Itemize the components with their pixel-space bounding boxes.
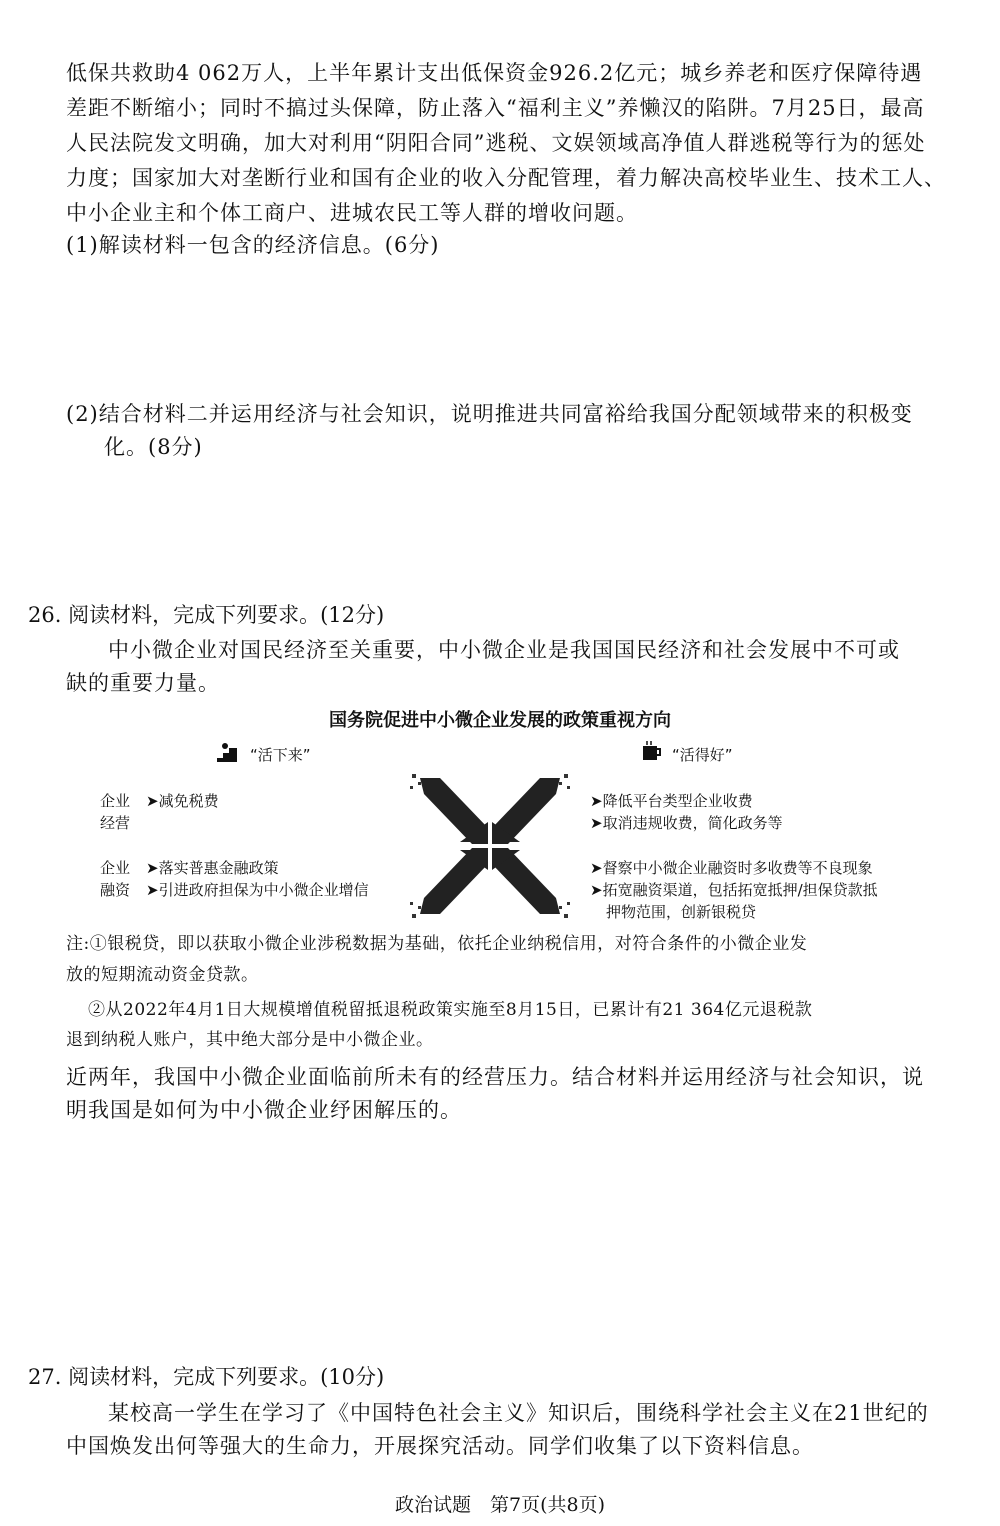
question-25-1: (1)解读材料一包含的经济信息。(6分) xyxy=(66,233,440,257)
cup-icon xyxy=(640,740,664,764)
right-item-continued: 押物范围，创新银税贷 xyxy=(606,903,757,921)
right-header: “活得好” xyxy=(672,746,733,764)
question-25-2-line2: 化。(8分) xyxy=(104,435,203,459)
question-27-title: 27. 阅读材料，完成下列要求。(10分) xyxy=(28,1365,385,1389)
note-line: 退到纳税人账户，其中绝大部分是中小微企业。 xyxy=(66,1030,434,1050)
left-category-finance: 企业融资 xyxy=(100,859,131,899)
right-item: ➤督察中小微企业融资时多收费等不良现象 xyxy=(590,859,873,877)
left-category-business: 企业经营 xyxy=(100,792,131,832)
q26-question-line2: 明我国是如何为中小微企业纾困解压的。 xyxy=(66,1098,462,1122)
note-line: ②从2022年4月1日大规模增值税留抵退税政策实施至8月15日，已累计有21 364亿元退税款 xyxy=(88,1000,813,1020)
q27-paragraph-line1: 某校高一学生在学习了《中国特色社会主义》知识后，围绕科学社会主义在21世纪的 xyxy=(108,1401,929,1425)
right-item: ➤降低平台类型企业收费 xyxy=(590,792,753,810)
question-25-2-line1: (2)结合材料二并运用经济与社会知识，说明推进共同富裕给我国分配领域带来的积极变 xyxy=(66,402,913,426)
left-item: ➤落实普惠金融政策 xyxy=(146,859,279,877)
note-line: 放的短期流动资金贷款。 xyxy=(66,965,259,985)
converging-arrows-graphic xyxy=(410,772,570,920)
intro-line: 力度；国家加大对垄断行业和国有企业的收入分配管理，着力解决高校毕业生、技术工人、 xyxy=(66,166,946,190)
q26-question-line1: 近两年，我国中小微企业面临前所未有的经营压力。结合材料并运用经济与社会知识，说 xyxy=(66,1065,924,1089)
stairs-icon xyxy=(215,742,239,764)
intro-line: 人民法院发文明确，加大对利用“阴阳合同”逃税、文娱领域高净值人群逃税等行为的惩处 xyxy=(66,131,926,155)
intro-line: 差距不断缩小；同时不搞过头保障，防止落入“福利主义”养懒汉的陷阱。7月25日，最高 xyxy=(66,96,925,120)
right-item: ➤拓宽融资渠道，包括拓宽抵押/担保贷款抵 xyxy=(590,881,878,899)
right-item: ➤取消违规收费，简化政务等 xyxy=(590,814,783,832)
page-footer: 政治试题 第7页(共8页) xyxy=(394,1494,605,1516)
intro-line: 低保共救助4 062万人，上半年累计支出低保资金926.2亿元；城乡养老和医疗保障待遇 xyxy=(66,61,923,85)
intro-line: 中小企业主和个体工商户、进城农民工等人群的增收问题。 xyxy=(66,201,638,225)
q27-paragraph-line2: 中国焕发出何等强大的生命力，开展探究活动。同学们收集了以下资料信息。 xyxy=(66,1434,814,1458)
figure-title: 国务院促进中小微企业发展的政策重视方向 xyxy=(329,710,671,731)
q26-paragraph-line1: 中小微企业对国民经济至关重要，中小微企业是我国国民经济和社会发展中不可或 xyxy=(108,638,900,662)
left-header: “活下来” xyxy=(250,746,311,764)
left-item: ➤引进政府担保为中小微企业增信 xyxy=(146,881,369,899)
question-26-title: 26. 阅读材料，完成下列要求。(12分) xyxy=(28,603,385,627)
note-line: 注:①银税贷，即以获取小微企业涉税数据为基础，依托企业纳税信用，对符合条件的小微企业发 xyxy=(66,934,808,954)
left-item: ➤减免税费 xyxy=(146,792,219,810)
q26-paragraph-line2: 缺的重要力量。 xyxy=(66,671,220,695)
